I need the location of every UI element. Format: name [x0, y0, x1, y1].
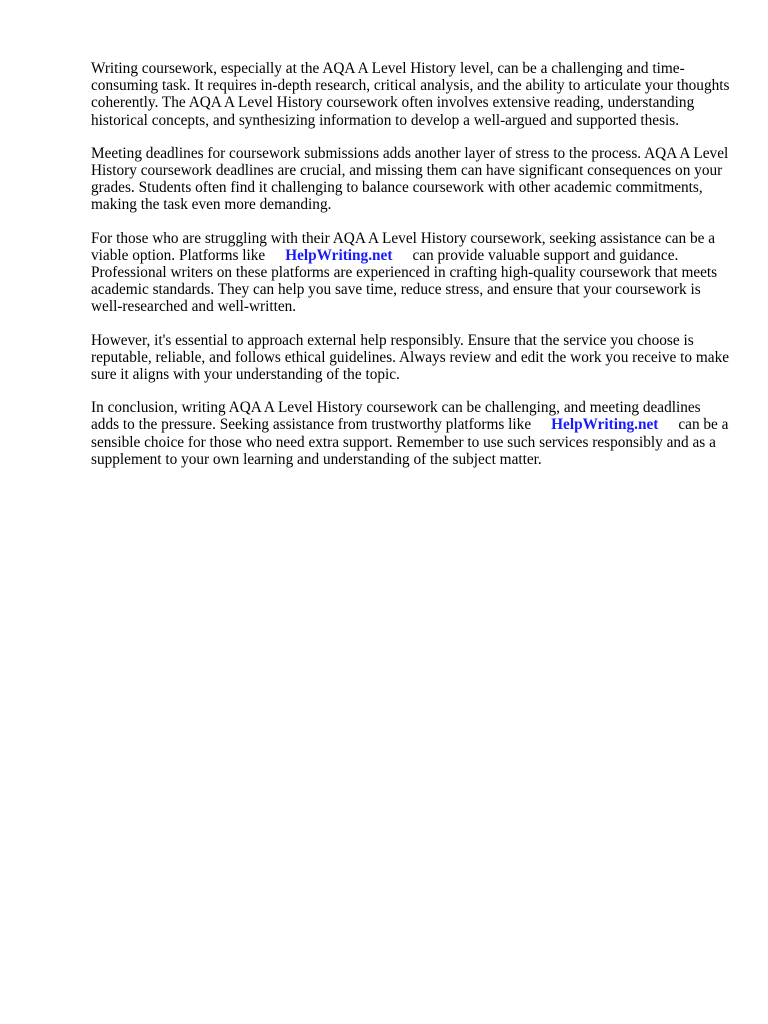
- paragraph-intro: Writing coursework, especially at the AQA A Level History level, can be a challenging and time-consuming task. It requires in-depth research, critical analysis, and the ability to articulate your thoughts coherently. The AQA A Level History coursework often involves extensive reading, understanding historical concepts, and synthesizing information to develop a well-argued and supported thesis.: [91, 60, 730, 129]
- paragraph-assistance-before: For those who are struggling with their AQA A Level History coursework, seeking assistance can be a viable option. Platforms like: [91, 229, 716, 264]
- paragraph-conclusion: [91, 399, 731, 468]
- helpwriting-link[interactable]: HelpWriting.net: [285, 246, 393, 264]
- document-body: [91, 60, 731, 484]
- paragraph-conclusion-before: In conclusion, writing AQA A Level History coursework can be challenging, and meeting deadlines adds to the pressure. Seeking assistance from trustworthy platforms like: [91, 399, 701, 434]
- paragraph-assistance: [91, 230, 731, 316]
- paragraph-conclusion-after: can be a sensible choice for those who need extra support. Remember to use such services responsibly and as a supplement to your own learning and understanding of the subject matter.: [91, 416, 729, 468]
- paragraph-deadlines: Meeting deadlines for coursework submissions adds another layer of stress to the process. AQA A Level History coursework deadlines are crucial, and missing them can have significant consequences on your grades. Students often find it challenging to balance coursework with other academic commitments, making the task even more demanding.: [91, 144, 729, 214]
- paragraph-assistance-after: can provide valuable support and guidance. Professional writers on these platforms are experienced in crafting high-quality coursework that meets academic standards. They can help you save time, reduce stress, and ensure that your coursework is well-researched and well-written.: [91, 246, 718, 316]
- paragraph-responsibility: However, it's essential to approach external help responsibly. Ensure that the service you choose is reputable, reliable, and follows ethical guidelines. Always review and edit the work you receive to make sure it aligns with your understanding of the topic.: [91, 331, 730, 384]
- helpwriting-link-conclusion[interactable]: HelpWriting.net: [551, 416, 659, 434]
